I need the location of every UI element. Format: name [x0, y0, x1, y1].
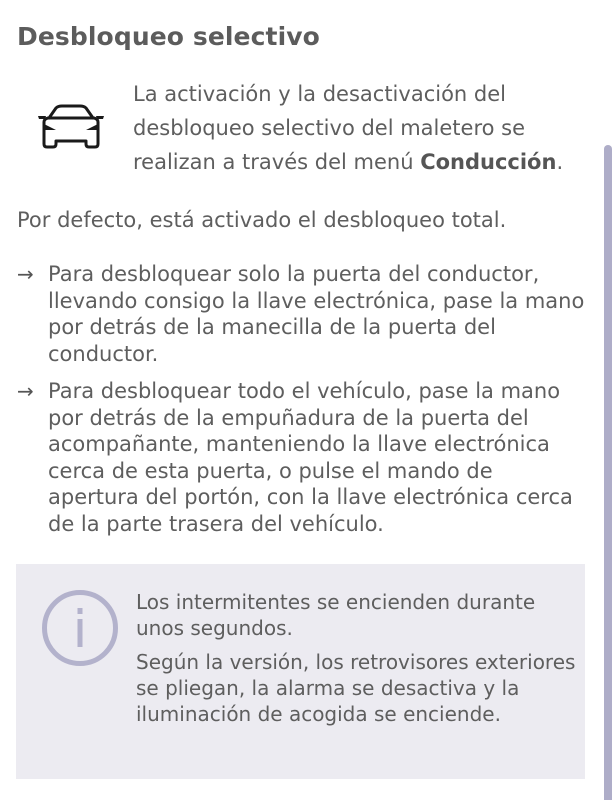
intro-text-end: . — [556, 150, 564, 174]
arrow-right-icon: → — [17, 379, 34, 403]
car-icon — [36, 104, 106, 152]
list-item — [17, 261, 587, 367]
section-title: Desbloqueo selectivo — [17, 22, 320, 51]
list-item-text: Para desbloquear solo la puerta del conductor, llevando consigo la llave electrónica, pase la mano por detrás de la manecilla de la puerta del conductor. — [48, 262, 585, 366]
note-paragraph: Los intermitentes se encienden durante unos segundos. — [136, 590, 536, 640]
default-statement: Por defecto, está activado el desbloqueo total. — [17, 208, 507, 232]
list-item-text: Para desbloquear todo el vehículo, pase la mano por detrás de la empuñadura de la puerta del acompañante, manteniendo la llave electrónica cerca de esta puerta, o pulse el mando de apertura del portón, con la llave electrónica cerca de la parte trasera del vehículo. — [48, 379, 573, 536]
note-paragraph: Según la versión, los retrovisores exteriores se pliegan, la alarma se desactiva y la iluminación de acogida se enciende. — [136, 650, 576, 726]
intro-text: La activación y la desactivación del desbloqueo selectivo del maletero se realizan a través del menú — [133, 82, 526, 174]
info-note — [16, 564, 585, 779]
info-icon — [40, 588, 120, 668]
menu-name-conduccion: Conducción — [420, 150, 557, 174]
intro-paragraph — [133, 77, 583, 179]
list-item — [17, 378, 587, 537]
note-text — [136, 589, 576, 735]
scrollbar[interactable] — [604, 145, 612, 800]
arrow-right-icon: → — [17, 262, 34, 286]
